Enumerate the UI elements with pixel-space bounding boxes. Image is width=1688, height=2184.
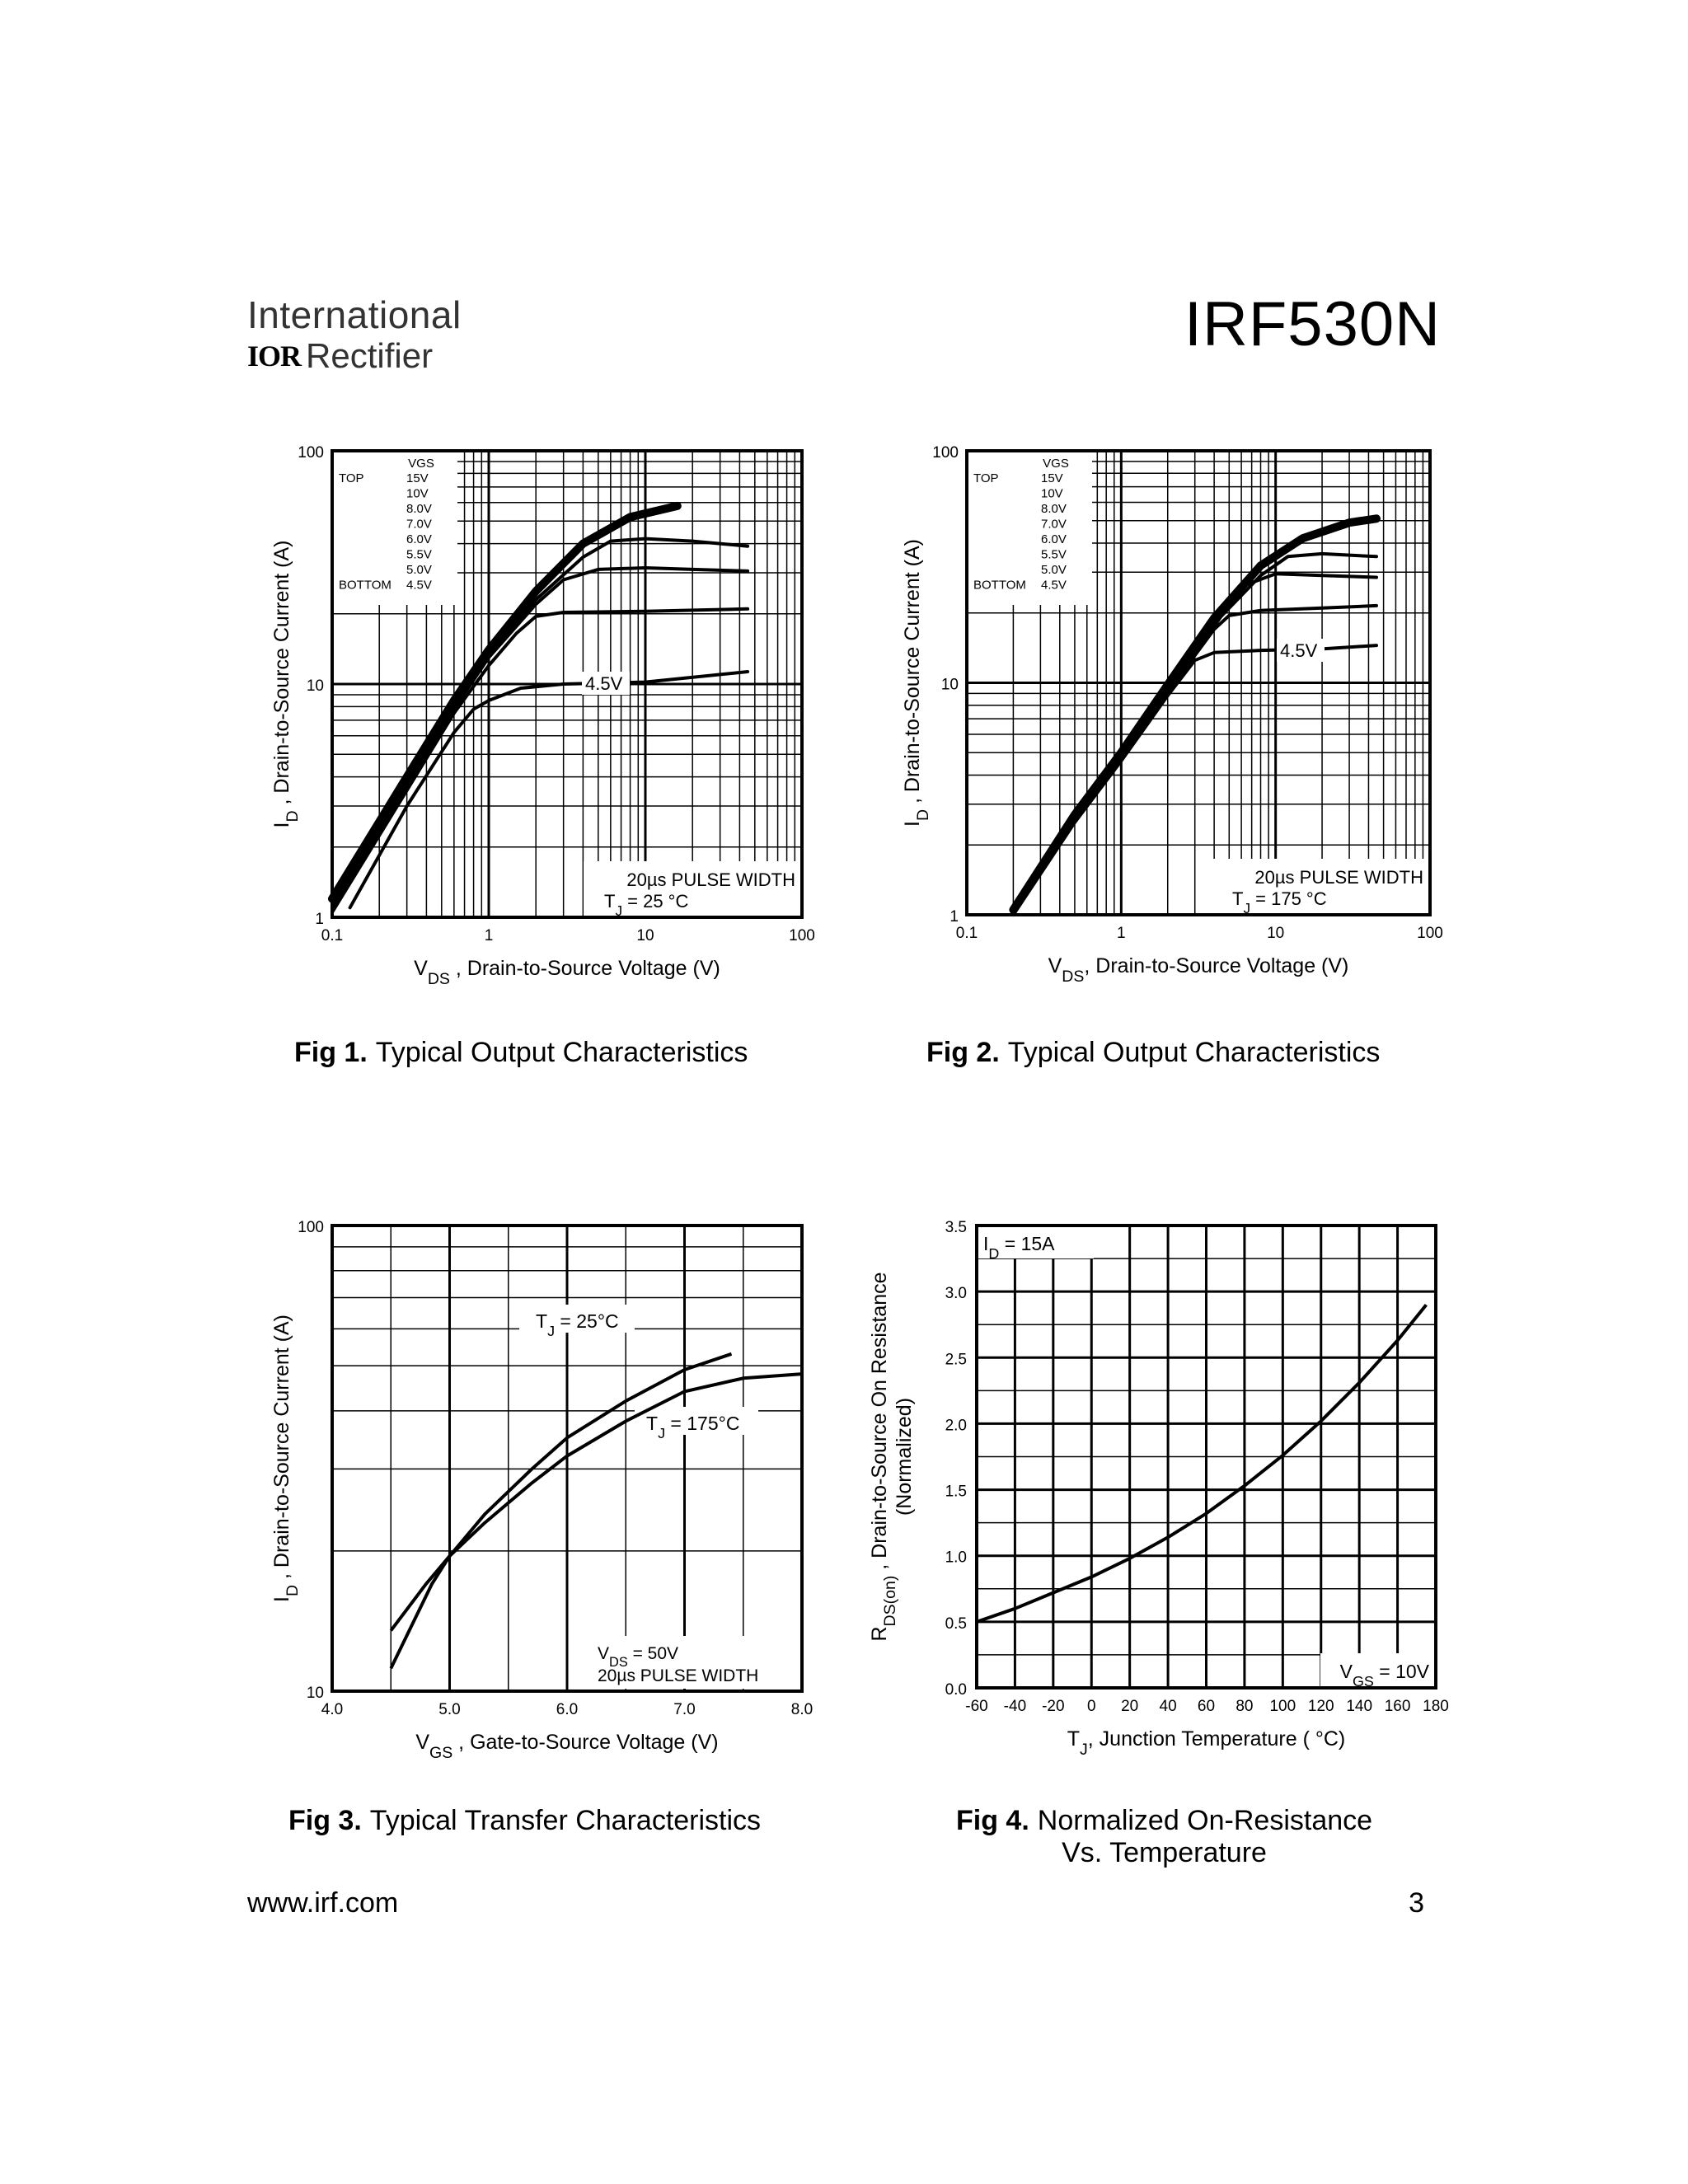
fig4-y-axis-label2: (Normalized) <box>893 1397 916 1516</box>
fig1-note-line1: 20µs PULSE WIDTH <box>626 869 795 890</box>
fig2-caption-number: Fig 2. <box>926 1037 1000 1068</box>
fig1-xtick-label: 10 <box>636 927 654 944</box>
fig4-caption-line2: Vs. Temperature <box>1062 1837 1267 1868</box>
fig4-caption-number: Fig 4. <box>956 1805 1029 1836</box>
fig1-legend-item: 15V <box>406 471 429 485</box>
fig4-xtick-label: -20 <box>1042 1698 1065 1715</box>
fig4-xtick-label: 140 <box>1346 1698 1373 1715</box>
fig4-xtick-label: -60 <box>965 1698 988 1715</box>
fig2-legend-item: 7.0V <box>1041 517 1067 532</box>
fig1-legend-top: TOP <box>339 471 364 485</box>
fig4-y-axis-label: $R_{DS(on)}$ , Drain-to-Source On Resistance <box>868 1272 899 1642</box>
fig1-legend-item: 8.0V <box>406 502 432 516</box>
page-number: 3 <box>1409 1887 1424 1919</box>
fig4-ytick-label: 0.0 <box>945 1681 967 1699</box>
fig3-label-25c: $T_J = 25^\circ C$ <box>536 1310 619 1339</box>
fig4-xtick-label: -40 <box>1003 1698 1027 1715</box>
fig4-ytick-label: 3.0 <box>945 1285 967 1303</box>
fig1-ytick-label: 10 <box>306 677 324 695</box>
fig1-series-line <box>332 568 748 907</box>
fig2-legend-item: 4.5V <box>1041 578 1067 593</box>
fig2-caption-text: Typical Output Characteristics <box>1007 1037 1381 1068</box>
fig4-xtick-label: 20 <box>1121 1698 1139 1715</box>
fig3-svg <box>247 1207 824 1768</box>
fig4-xtick-label: 120 <box>1307 1698 1334 1715</box>
fig3-note-line2: 20µs PULSE WIDTH <box>598 1666 759 1685</box>
fig1-svg <box>247 437 824 997</box>
fig1-y-axis-label: $I_D$ , Drain-to-Source Current (A) <box>270 540 302 828</box>
fig4-gridlines <box>977 1226 1436 1688</box>
fig4-caption-text: Normalized On-Resistance <box>1037 1805 1373 1836</box>
fig4-ytick-label: 2.5 <box>945 1351 967 1369</box>
fig2-curve-label: 4.5V <box>1280 640 1318 661</box>
part-number: IRF530N <box>1184 289 1441 359</box>
fig1-legend-item: 7.0V <box>406 517 432 532</box>
fig1-legend-item: 6.0V <box>406 532 432 546</box>
fig2-note-line1: 20µs PULSE WIDTH <box>1254 867 1423 888</box>
fig4-xtick-label: 60 <box>1197 1698 1216 1715</box>
fig1-caption <box>294 1037 748 1069</box>
fig2-legend-bottom: BOTTOM <box>973 578 1026 593</box>
fig2-xtick-label: 1 <box>1117 925 1126 942</box>
fig2-legend-header: VGS <box>1043 457 1069 471</box>
fig2-legend-item: 15V <box>1041 471 1063 485</box>
fig4-xtick-label: 100 <box>1269 1698 1296 1715</box>
fig4-chart <box>861 1207 1455 1768</box>
fig2-caption <box>926 1037 1380 1069</box>
fig1-xtick-label: 100 <box>789 927 815 944</box>
fig2-x-axis-label: $V_{DS}$, Drain-to-Source Voltage (V) <box>1048 954 1349 986</box>
fig4-xtick-label: 180 <box>1423 1698 1449 1715</box>
fig1-xtick-label: 1 <box>484 927 494 944</box>
fig4-vgs-label: $V_{GS} = 10V$ <box>1339 1661 1429 1690</box>
ior-logo-mark: IOR <box>247 340 302 373</box>
fig3-xtick-label: 6.0 <box>556 1701 579 1718</box>
fig3-caption-text: Typical Transfer Characteristics <box>369 1805 762 1836</box>
fig3-series-line <box>391 1354 731 1668</box>
fig1-caption-text: Typical Output Characteristics <box>375 1037 748 1068</box>
brand-logo <box>247 336 433 376</box>
fig3-label-175c: $T_J = 175^\circ C$ <box>646 1413 740 1441</box>
fig1-legend-bottom: BOTTOM <box>339 578 392 593</box>
fig2-y-axis-label: $I_D$ , Drain-to-Source Current (A) <box>901 539 932 827</box>
fig1-legend-item: 10V <box>406 486 429 501</box>
fig3-xtick-label: 8.0 <box>790 1701 814 1718</box>
fig3-note-line1: $V_{DS} = 50V$ <box>598 1644 679 1670</box>
brand-line2: Rectifier <box>306 336 434 375</box>
fig4-caption <box>956 1805 1372 1869</box>
fig4-xtick-label: 160 <box>1384 1698 1411 1715</box>
fig3-chart <box>247 1207 824 1768</box>
fig2-legend-item: 6.0V <box>1041 532 1067 546</box>
fig2-xtick-label: 100 <box>1417 925 1443 942</box>
fig3-ytick-label: 100 <box>298 1219 324 1236</box>
fig1-ytick-label: 1 <box>315 911 324 928</box>
fig4-svg <box>861 1207 1455 1768</box>
fig2-legend-item: 8.0V <box>1041 502 1067 516</box>
brand-line1: International <box>247 293 462 336</box>
fig1-xtick-label: 0.1 <box>321 927 344 944</box>
fig1-chart <box>247 437 824 997</box>
fig1-ytick-label: 100 <box>298 444 324 462</box>
footer-url[interactable]: www.irf.com <box>247 1887 399 1919</box>
fig4-xtick-label: 80 <box>1236 1698 1254 1715</box>
fig4-ytick-label: 1.0 <box>945 1549 967 1567</box>
fig4-xtick-label: 0 <box>1086 1698 1096 1715</box>
fig1-caption-number: Fig 1. <box>294 1037 368 1068</box>
fig4-ytick-label: 0.5 <box>945 1615 967 1633</box>
fig4-ytick-label: 1.5 <box>945 1483 967 1501</box>
fig4-ytick-label: 3.5 <box>945 1219 967 1236</box>
fig2-svg <box>878 437 1455 997</box>
fig4-ytick-label: 2.0 <box>945 1417 967 1435</box>
fig2-xtick-label: 0.1 <box>955 925 978 942</box>
fig1-x-axis-label: $V_{DS}$ , Drain-to-Source Voltage (V) <box>414 957 720 988</box>
fig2-xtick-label: 10 <box>1267 925 1285 942</box>
fig1-legend-header: VGS <box>408 457 434 471</box>
fig3-xtick-label: 5.0 <box>438 1701 461 1718</box>
fig2-ytick-label: 10 <box>940 676 959 694</box>
fig3-x-axis-label: $V_{GS}$ , Gate-to-Source Voltage (V) <box>415 1731 719 1762</box>
fig3-xtick-label: 4.0 <box>321 1701 344 1718</box>
fig2-legend-top: TOP <box>973 471 999 485</box>
fig2-legend-item: 5.5V <box>1041 547 1067 562</box>
fig2-chart <box>878 437 1455 997</box>
fig3-caption <box>288 1805 761 1837</box>
fig3-caption-number: Fig 3. <box>288 1805 362 1836</box>
fig2-ytick-label: 1 <box>950 908 959 926</box>
fig3-xtick-label: 7.0 <box>673 1701 696 1718</box>
fig3-gridlines <box>332 1226 802 1691</box>
fig1-legend-item: 5.5V <box>406 547 432 562</box>
fig2-legend-item: 5.0V <box>1041 563 1067 577</box>
fig2-ytick-label: 100 <box>932 444 959 462</box>
fig3-y-axis-label: $I_D$ , Drain-to-Source Current (A) <box>270 1315 302 1602</box>
fig1-legend-item: 5.0V <box>406 563 432 577</box>
fig2-legend-item: 10V <box>1041 486 1063 501</box>
fig1-note-line2: $T_J = 25$ °C <box>604 891 689 919</box>
fig3-ytick-label: 10 <box>306 1685 324 1702</box>
fig1-legend-item: 4.5V <box>406 578 432 593</box>
fig2-note-line2: $T_J = 175$ °C <box>1232 888 1327 916</box>
fig4-xtick-label: 40 <box>1159 1698 1177 1715</box>
fig1-curve-label: 4.5V <box>585 673 623 694</box>
fig4-id-label: $I_D = 15A$ <box>983 1233 1055 1262</box>
fig4-x-axis-label: $T_J$, Junction Temperature ( °C) <box>1067 1727 1346 1759</box>
